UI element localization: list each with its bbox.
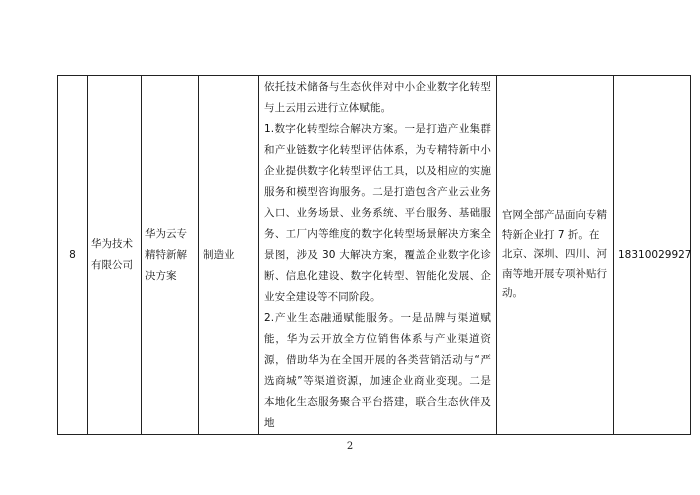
description-item-2: 2.产业生态融通赋能服务。一是品牌与渠道赋能，华为云开放全方位销售体系与产业渠道资源，借助华为在全国开展的各类营销活动与“严选商城”等渠道资源，加速企业商业变现。二是本地化生态服务聚合平台搭建，联合生态伙伴及地 [264,312,491,429]
preferential-offer-cell: 官网全部产品面向专精特新企业打 7 折。在北京、深圳、四川、河南等地开展专项补贴行动。 [497,76,614,435]
service-description [264,76,491,434]
contact-phone-cell: 18310029927 [614,76,691,435]
enterprise-service-table [57,75,691,435]
page-number: 2 [346,441,354,452]
industry-cell: 制造业 [199,76,259,435]
row-number-cell: 8 [58,76,88,435]
company-name-cell: 华为技术有限公司 [88,76,142,435]
table-row [58,76,691,435]
description-intro: 依托技术储备与生态伙伴对中小企业数字化转型与上云用云进行立体赋能。 [264,81,491,114]
product-name-cell: 华为云专精特新解决方案 [142,76,199,435]
service-description-cell [259,76,497,435]
description-item-1: 1.数字化转型综合解决方案。一是打造产业集群和产业链数字化转型评估体系，为专精特新中小企业提供数字化转型评估工具，以及相应的实施服务和模型咨询服务。二是打造包含产业云业务入口、业务场景、业务系统、平台服务、基础服务、工厂内等维度的数字化转型场景解决方案全景图，涉及 30 大解决方案，覆盖企业数字化诊断、信息化建设、数字化转型、智能化发展、企业安全建设等不同阶段。 [264,123,491,303]
